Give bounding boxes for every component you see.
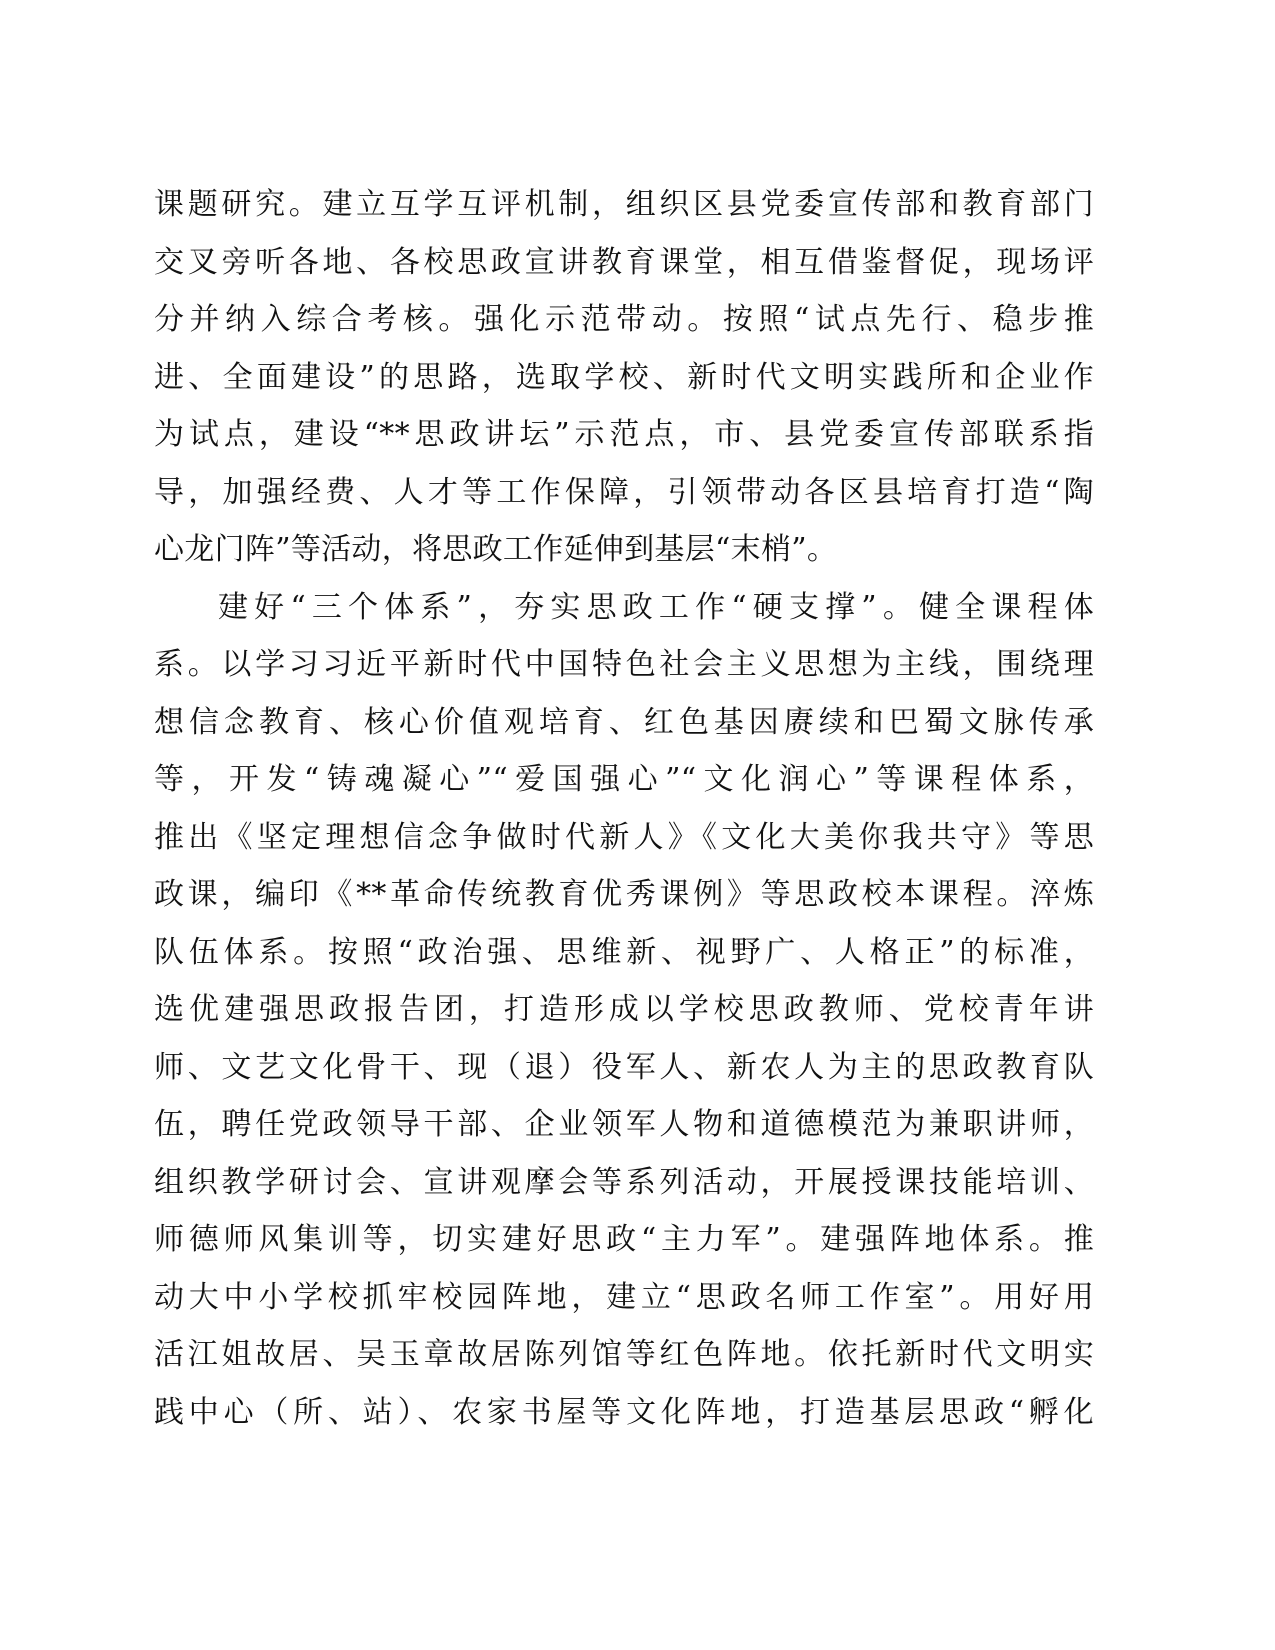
text-line-9: 系。以学习习近平新时代中国特色社会主义思想为主线，围绕理 bbox=[154, 647, 1094, 682]
text-line-20: 动大中小学校抓牢校园阵地，建立“思政名师工作室”。用好用 bbox=[154, 1279, 1094, 1315]
text-line-14: 队伍体系。按照“政治强、思维新、视野广、人格正”的标准， bbox=[154, 934, 1094, 970]
text-line-3: 分并纳入综合考核。强化示范带动。按照“试点先行、稳步推 bbox=[154, 302, 1094, 337]
text-line-6: 导，加强经费、人才等工作保障，引领带动各区县培育打造“陶 bbox=[154, 474, 1094, 510]
text-line-21: 活江姐故居、吴玉章故居陈列馆等红色阵地。依托新时代文明实 bbox=[154, 1337, 1094, 1372]
text-line-4: 进、全面建设”的思路，选取学校、新时代文明实践所和企业作 bbox=[154, 359, 1094, 395]
text-line-17: 伍，聘任党政领导干部、企业领军人物和道德模范为兼职讲师， bbox=[154, 1107, 1094, 1142]
text-line-5: 为试点，建设“**思政讲坛”示范点，市、县党委宣传部联系指 bbox=[154, 417, 1094, 452]
text-line-18: 组织教学研讨会、宣讲观摩会等系列活动，开展授课技能培训、 bbox=[154, 1164, 1094, 1200]
text-line-2: 交叉旁听各地、各校思政宣讲教育课堂，相互借鉴督促，现场评 bbox=[154, 244, 1094, 280]
text-line-15: 选优建强思政报告团，打造形成以学校思政教师、党校青年讲 bbox=[154, 992, 1094, 1027]
text-line-12: 推出《坚定理想信念争做时代新人》《文化大美你我共守》等思 bbox=[154, 819, 1094, 855]
text-line-13: 政课，编印《**革命传统教育优秀课例》等思政校本课程。淬炼 bbox=[154, 877, 1094, 912]
text-line-1: 课题研究。建立互学互评机制，组织区县党委宣传部和教育部门 bbox=[154, 187, 1094, 222]
text-line-16: 师、文艺文化骨干、现（退）役军人、新农人为主的思政教育队 bbox=[154, 1049, 1094, 1085]
text-line-22: 践中心（所、站）、农家书屋等文化阵地，打造基层思政“孵化 bbox=[154, 1394, 1094, 1430]
text-line-19: 师德师风集训等，切实建好思政“主力军”。建强阵地体系。推 bbox=[154, 1222, 1094, 1257]
text-line-8: 建好“三个体系”，夯实思政工作“硬支撑”。健全课程体 bbox=[218, 589, 1094, 625]
body-text bbox=[154, 176, 1094, 1441]
text-line-11: 等，开发“铸魂凝心”“爱国强心”“文化润心”等课程体系， bbox=[154, 762, 1094, 797]
text-line-7: 心龙门阵”等活动，将思政工作延伸到基层“末梢”。 bbox=[154, 532, 838, 567]
text-line-10: 想信念教育、核心价值观培育、红色基因赓续和巴蜀文脉传承 bbox=[154, 704, 1094, 740]
